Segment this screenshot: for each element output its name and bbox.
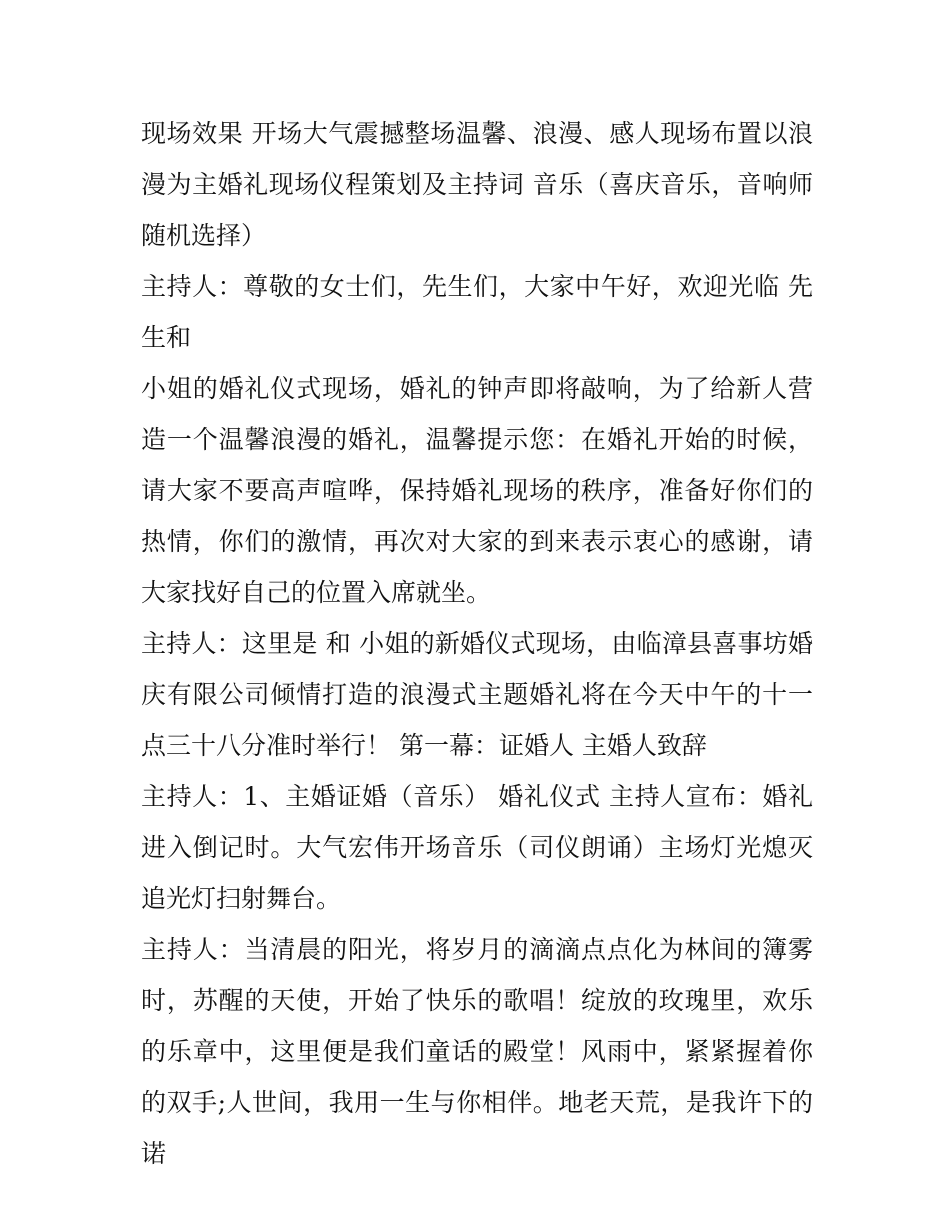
paragraph-host-recitation: 主持人：当清晨的阳光，将岁月的滴滴点点化为林间的簿雾时，苏醒的天使，开始了快乐的歌唱！绽放的玫瑰里，欢乐的乐章中，这里便是我们童话的殿堂！风雨中，紧紧握着你的双手;人世间，我用一生与你相伴。地老天荒，是我许下的诺 <box>141 935 813 1168</box>
paragraph-host-countdown: 主持人：1、主婚证婚（音乐） 婚礼仪式 主持人宣布：婚礼进入倒记时。大气宏伟开场音乐（司仪朗诵）主场灯光熄灭追光灯扫射舞台。 <box>141 782 813 913</box>
document-body <box>141 108 813 1179</box>
paragraph-ceremony-notice: 小姐的婚礼仪式现场，婚礼的钟声即将敲响，为了给新人营造一个温馨浪漫的婚礼，温馨提示您：在婚礼开始的时候，请大家不要高声喧哗，保持婚礼现场的秩序，准备好你们的热情，你们的激情，再次对大家的到来表示衷心的感谢，请大家找好自己的位置入席就坐。 <box>141 374 813 607</box>
paragraph-host-introduction: 主持人：这里是 和 小姐的新婚仪式现场，由临漳县喜事坊婚庆有限公司倾情打造的浪漫式主题婚礼将在今天中午的十一点三十八分准时举行！ 第一幕：证婚人 主婚人致辞 <box>141 629 813 760</box>
paragraph-host-welcome: 主持人：尊敬的女士们，先生们，大家中午好，欢迎光临 先生和 <box>141 272 813 352</box>
paragraph-opening-description: 现场效果 开场大气震撼整场温馨、浪漫、感人现场布置以浪漫为主婚礼现场仪程策划及主持词 音乐（喜庆音乐，音响师随机选择） <box>141 119 813 250</box>
